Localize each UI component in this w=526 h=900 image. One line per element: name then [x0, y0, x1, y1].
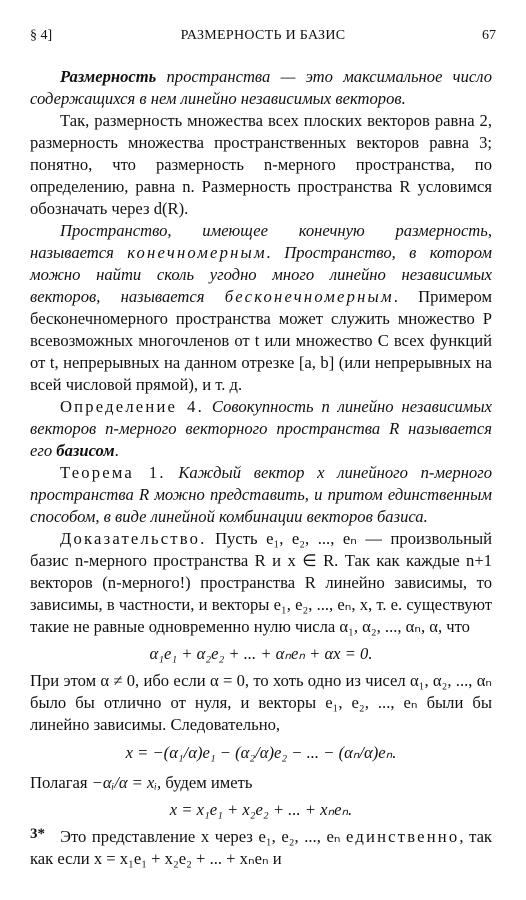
paragraph-examples: Так, размерность множества всех плоских векторов равна 2, размерность множества пространственных векторов равна 3; понятно, что размерность n-мерного пространства, по определению, равна n. Размерность пространства R условимся обозначать через d(R).	[30, 111, 492, 218]
proof-paragraph	[30, 528, 492, 638]
equation-coordinate-def: −αᵢ/α = xᵢ,	[91, 773, 162, 792]
paragraph-text: . Примером бесконечномерного пространства может служить множество P всевозможных многочленов от t или множество C всех функций от t, непрерывных на данном отрезке [a, b] (или непрерывных на всей числовой прямой), и т. д.	[30, 287, 492, 394]
signature-mark: 3*	[30, 826, 45, 842]
running-title: РАЗМЕРНОСТЬ И БАЗИС	[180, 28, 346, 43]
paragraph-setting-coordinates	[30, 772, 492, 794]
paragraph-dimension-definition	[30, 66, 492, 110]
paragraph-text: Пространство, имеющее конечную размерность, называется	[30, 221, 492, 262]
paragraph-text: Это представление x через e₁, e₂, ..., eₙ	[60, 827, 347, 846]
proof-label: Доказательство.	[60, 529, 207, 548]
paragraph-alpha-nonzero: При этом α ≠ 0, ибо если α = 0, то хоть одно из чисел α₁, α₂, ..., αₙ было бы отлично от нуля, и векторы e₁, e₂, ..., eₙ были бы линейно зависимы. Следовательно,	[30, 671, 492, 734]
page-body	[30, 66, 492, 870]
theorem-label: Теорема 1.	[60, 463, 166, 482]
definition-4	[30, 396, 492, 462]
definition-label: Определение 4.	[60, 397, 205, 416]
term-infinite-dimensional: бесконечномерным	[224, 287, 394, 306]
paragraph-text: , так как если x = x₁e₁ + x₂e₂ + ... + xₙeₙ и	[30, 827, 492, 868]
equation-coordinates: x = x₁e₁ + x₂e₂ + ... + xₙeₙ.	[169, 800, 353, 819]
paragraph-finite-infinite	[30, 220, 492, 396]
theorem-text: Каждый вектор x линейного n-мерного пространства R можно представить, и притом единственным способом, в виде линейной комбинации векторов базиса.	[30, 463, 492, 526]
paragraph-text: пространства — это максимальное число содержащихся в нем линейно независимых векторов.	[30, 67, 492, 108]
paragraph-text: будем иметь	[161, 773, 253, 792]
section-marker: § 4]	[30, 28, 53, 43]
term-uniquely: единственно	[346, 827, 460, 846]
page-number: 67	[482, 28, 496, 43]
term-finite-dimensional: конечномерным	[127, 243, 267, 262]
paragraph-uniqueness	[30, 826, 492, 870]
proof-text: Пусть e₁, e₂, ..., eₙ — произвольный базис n-мерного пространства R и x ∈ R. Так как каждые n+1 векторов (n-мерного!) пространства R линейно зависимы, то зависимы, в частности, и векторы e₁, e₂, ..., eₙ, x, т. е. существуют такие не равные одновременно нулю числа α₁, α₂, ..., αₙ, α, что	[30, 529, 492, 636]
paragraph-text: . Пространство, в котором можно найти сколь угодно много линейно независимых векторов, называется	[30, 243, 493, 306]
definition-text: Совокупность n линейно независимых векторов n-мерного векторного пространства R называется его	[30, 397, 492, 460]
term-basis: базисом	[56, 441, 115, 460]
definition-end: .	[114, 441, 119, 460]
term-dimension: Размерность	[60, 67, 157, 86]
theorem-1	[30, 462, 492, 528]
paragraph-text: Полагая	[30, 773, 92, 792]
equation-x-expansion: x = −(α₁/α)e₁ − (α₂/α)e₂ − ... − (αₙ/α)eₙ.	[125, 743, 397, 762]
equation-linear-dependence: α₁e₁ + α₂e₂ + ... + αₙeₙ + αx = 0.	[149, 644, 373, 663]
running-header	[30, 28, 496, 48]
